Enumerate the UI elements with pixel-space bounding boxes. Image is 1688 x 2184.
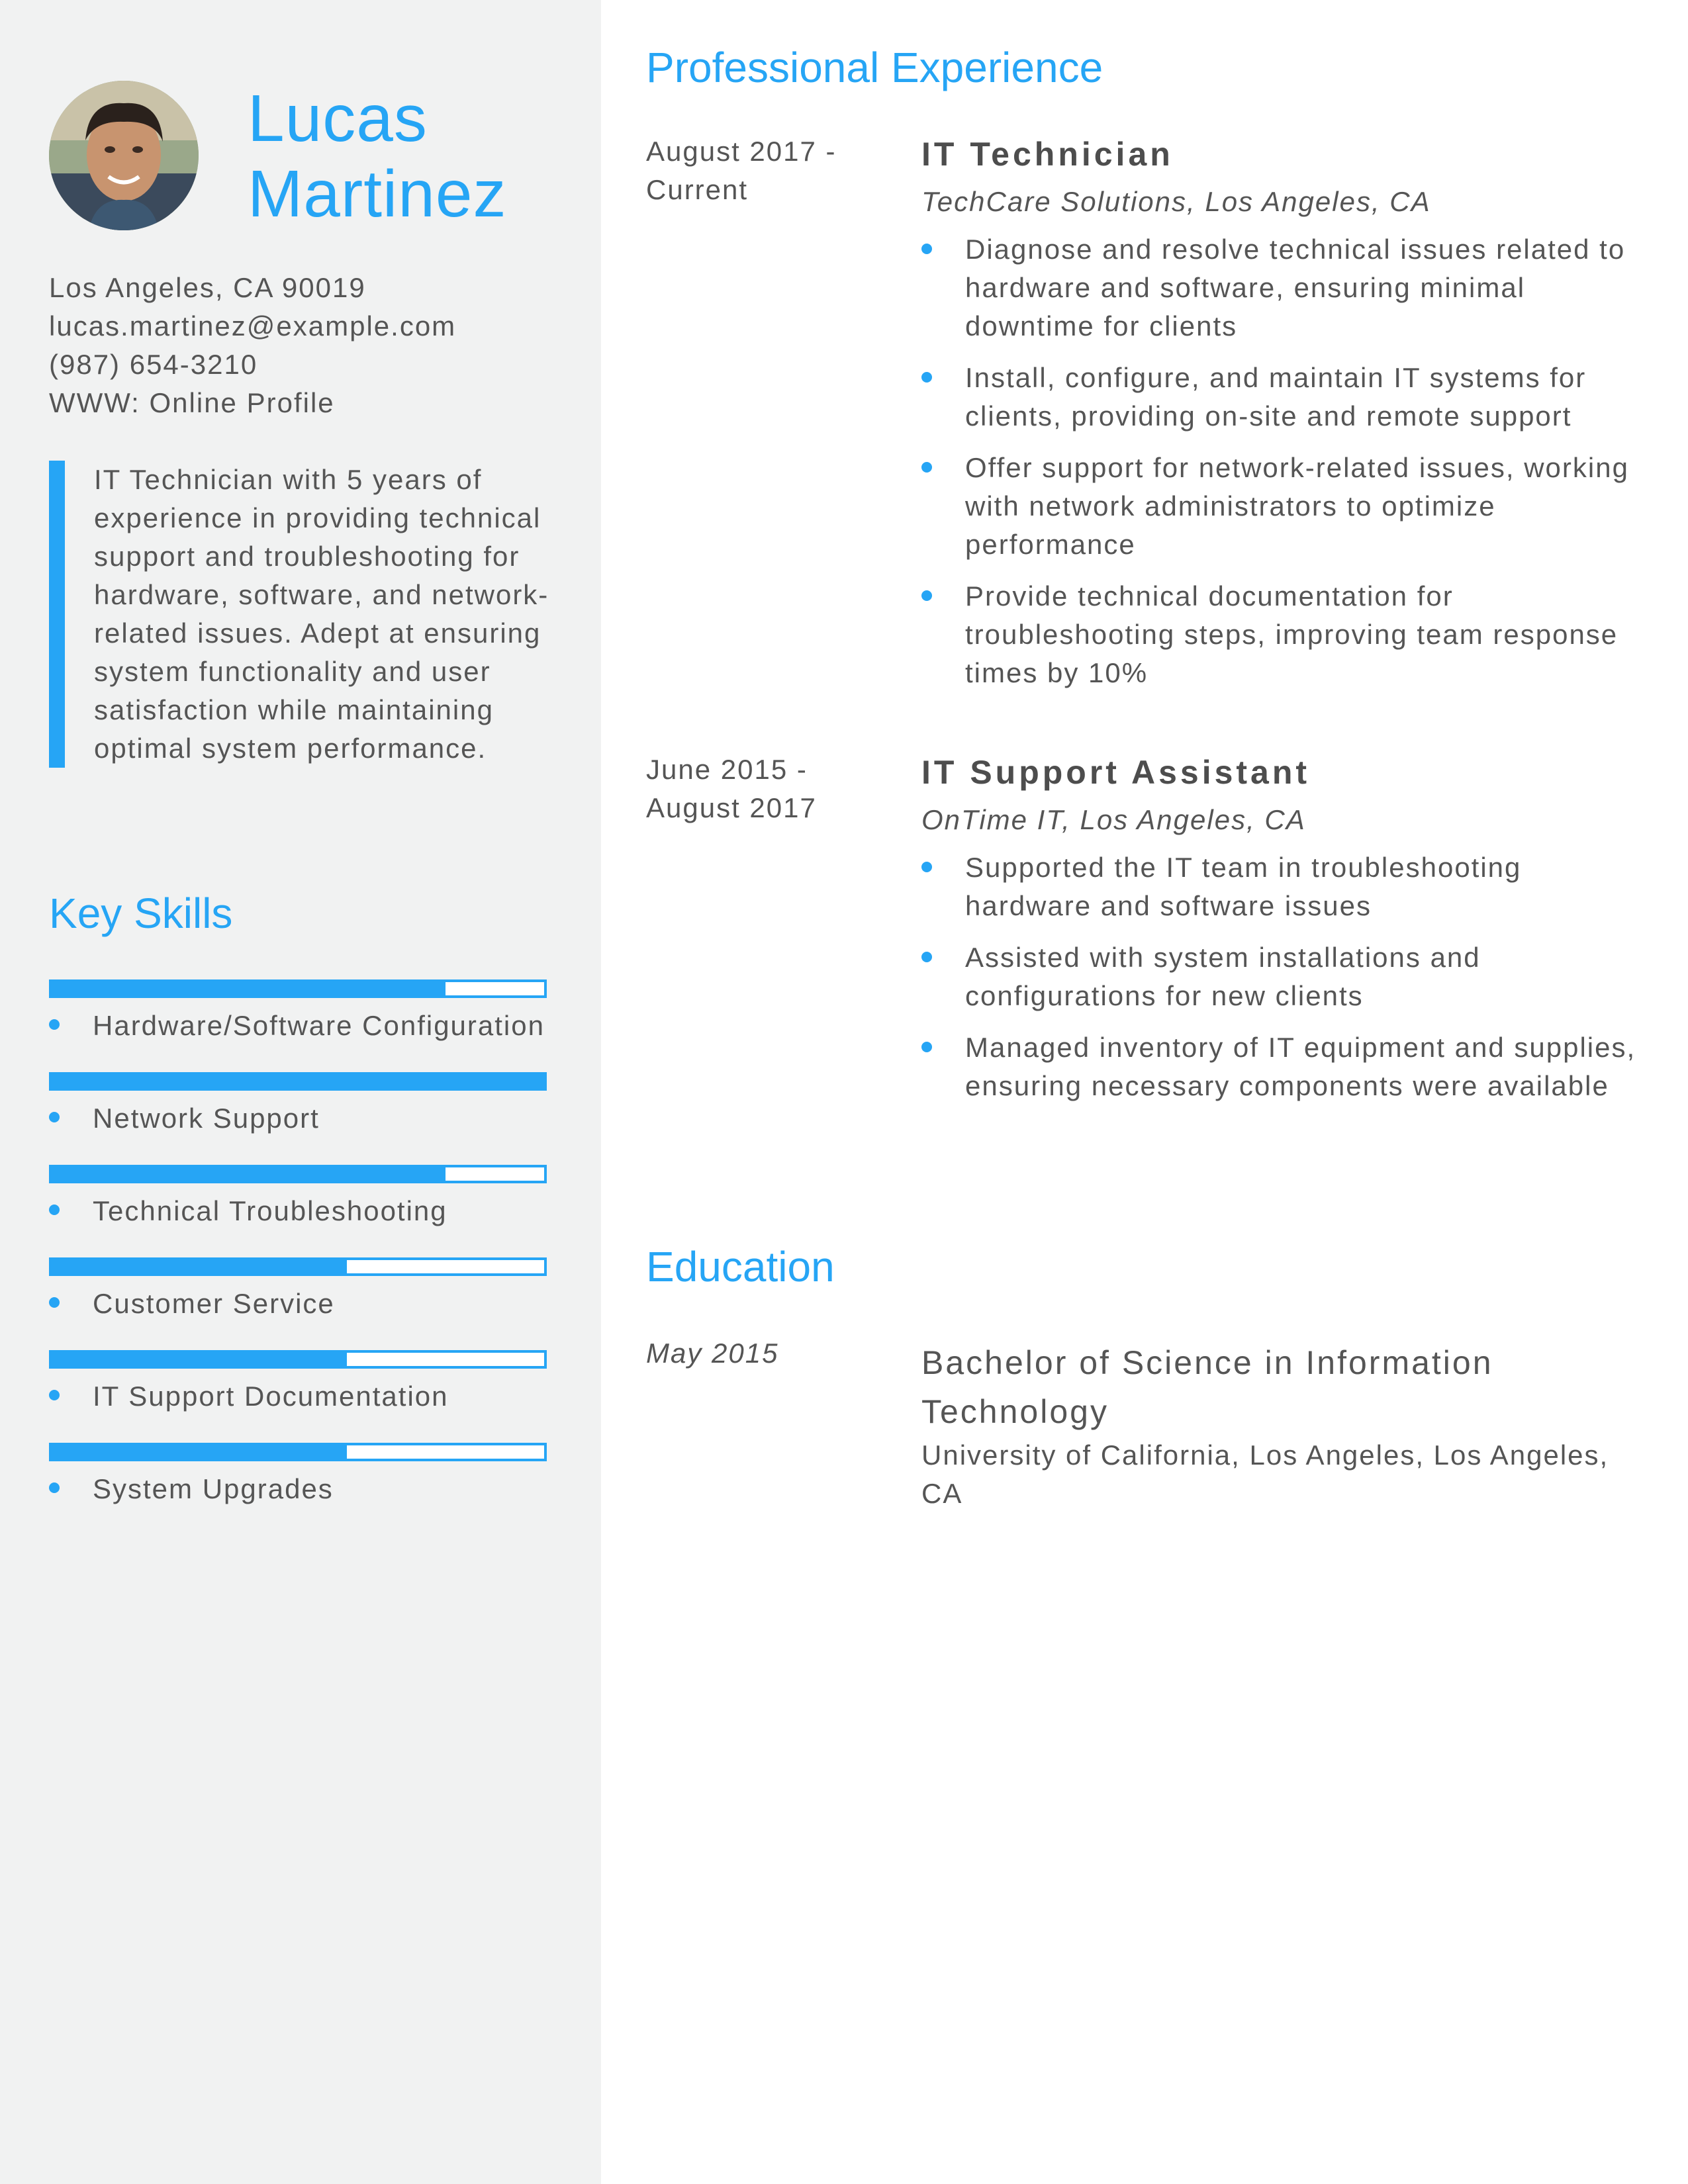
skill-item bbox=[49, 1350, 547, 1416]
skill-item bbox=[49, 1072, 547, 1138]
skill-level-fill bbox=[52, 1445, 347, 1459]
skill-row bbox=[49, 1191, 547, 1231]
education-date: May 2015 bbox=[646, 1338, 779, 1369]
job-date: June 2015 - August 2017 bbox=[646, 754, 817, 823]
bullet-icon bbox=[49, 1390, 60, 1400]
skills-list bbox=[49, 979, 547, 1535]
job-body bbox=[921, 132, 1656, 705]
job-bullet bbox=[921, 938, 1656, 1015]
skill-level-fill bbox=[52, 1075, 544, 1088]
skill-label: Network Support bbox=[93, 1103, 320, 1134]
avatar-image bbox=[49, 81, 199, 230]
bullet-icon bbox=[921, 1042, 932, 1052]
job-bullet bbox=[921, 577, 1656, 692]
bullet-icon bbox=[49, 1482, 60, 1493]
bullet-icon bbox=[49, 1019, 60, 1030]
sidebar bbox=[0, 0, 601, 2184]
school: University of California, Los Angeles, Los Angeles, CA bbox=[921, 1439, 1609, 1509]
skill-item bbox=[49, 979, 547, 1046]
bullet-text: Offer support for network-related issues, working with network administrators to optimize performance bbox=[965, 452, 1629, 560]
job-bullet bbox=[921, 848, 1656, 925]
skill-level-bar bbox=[49, 1072, 547, 1091]
bullet-icon bbox=[921, 952, 932, 962]
job-bullet bbox=[921, 1028, 1656, 1105]
main-content bbox=[601, 0, 1688, 2184]
skills-heading: Key Skills bbox=[49, 889, 233, 937]
bullet-icon bbox=[921, 372, 932, 383]
summary: IT Technician with 5 years of experience in providing technical support and troubleshooting for hardware, software, and network-related issues. Adept at ensuring system functionality and user satisfaction while maintaining optimal system performance. bbox=[49, 461, 571, 768]
skill-row bbox=[49, 1284, 547, 1324]
bullet-icon bbox=[49, 1297, 60, 1308]
bullet-icon bbox=[921, 590, 932, 601]
bullet-text: Provide technical documentation for troubleshooting steps, improving team response times by 10% bbox=[965, 580, 1618, 688]
address: Los Angeles, CA 90019 bbox=[49, 272, 366, 303]
bullet-text: Managed inventory of IT equipment and supplies, ensuring necessary components were available bbox=[965, 1032, 1636, 1101]
skill-level-bar bbox=[49, 979, 547, 998]
bullet-text: Assisted with system installations and configurations for new clients bbox=[965, 942, 1481, 1011]
skill-item bbox=[49, 1257, 547, 1324]
skill-label: IT Support Documentation bbox=[93, 1381, 449, 1412]
skill-level-fill bbox=[52, 1167, 445, 1181]
last-name: Martinez bbox=[248, 157, 507, 231]
bullet-text: Install, configure, and maintain IT systems for clients, providing on-site and remote support bbox=[965, 362, 1587, 432]
skill-label: Hardware/Software Configuration bbox=[93, 1010, 545, 1041]
job-title: IT Technician bbox=[921, 136, 1174, 173]
skill-row bbox=[49, 1469, 547, 1509]
job-bullet bbox=[921, 449, 1656, 564]
skill-row bbox=[49, 1377, 547, 1416]
job-date: August 2017 - Current bbox=[646, 136, 837, 205]
bullet-icon bbox=[921, 462, 932, 473]
website-link[interactable]: WWW: Online Profile bbox=[49, 387, 335, 418]
skill-level-fill bbox=[52, 982, 445, 995]
experience-heading: Professional Experience bbox=[646, 44, 1103, 91]
degree: Bachelor of Science in Information Technology bbox=[921, 1344, 1493, 1430]
profile-photo bbox=[49, 81, 199, 230]
bullet-text: Supported the IT team in troubleshooting hardware and software issues bbox=[965, 852, 1522, 921]
skill-level-fill bbox=[52, 1260, 347, 1273]
bullet-icon bbox=[921, 244, 932, 254]
contact-block bbox=[49, 269, 456, 422]
job-body bbox=[921, 751, 1656, 1118]
skill-label: System Upgrades bbox=[93, 1473, 334, 1504]
job-bullet bbox=[921, 359, 1656, 435]
education-body bbox=[921, 1338, 1617, 1513]
skill-level-bar bbox=[49, 1350, 547, 1369]
candidate-name bbox=[248, 81, 592, 232]
job-company: TechCare Solutions, Los Angeles, CA bbox=[921, 186, 1431, 217]
job-company: OnTime IT, Los Angeles, CA bbox=[921, 804, 1306, 835]
skill-row bbox=[49, 1099, 547, 1138]
skill-item bbox=[49, 1443, 547, 1509]
bullet-icon bbox=[49, 1112, 60, 1122]
bullet-icon bbox=[49, 1205, 60, 1215]
phone: (987) 654-3210 bbox=[49, 349, 258, 380]
skill-label: Technical Troubleshooting bbox=[93, 1195, 447, 1226]
email-link[interactable]: lucas.martinez@example.com bbox=[49, 310, 457, 341]
bullet-text: Diagnose and resolve technical issues related to hardware and software, ensuring minimal downtime for clients bbox=[965, 234, 1626, 341]
skill-level-fill bbox=[52, 1353, 347, 1366]
job-bullet bbox=[921, 230, 1656, 345]
job-title: IT Support Assistant bbox=[921, 754, 1311, 791]
first-name: Lucas bbox=[248, 81, 428, 156]
bullet-icon bbox=[921, 862, 932, 872]
skill-item bbox=[49, 1165, 547, 1231]
skill-level-bar bbox=[49, 1165, 547, 1183]
job-bullets bbox=[921, 230, 1656, 692]
skill-row bbox=[49, 1006, 547, 1046]
skill-label: Customer Service bbox=[93, 1288, 335, 1319]
education-heading: Education bbox=[646, 1243, 835, 1291]
skill-level-bar bbox=[49, 1257, 547, 1276]
skill-level-bar bbox=[49, 1443, 547, 1461]
job-bullets bbox=[921, 848, 1656, 1105]
